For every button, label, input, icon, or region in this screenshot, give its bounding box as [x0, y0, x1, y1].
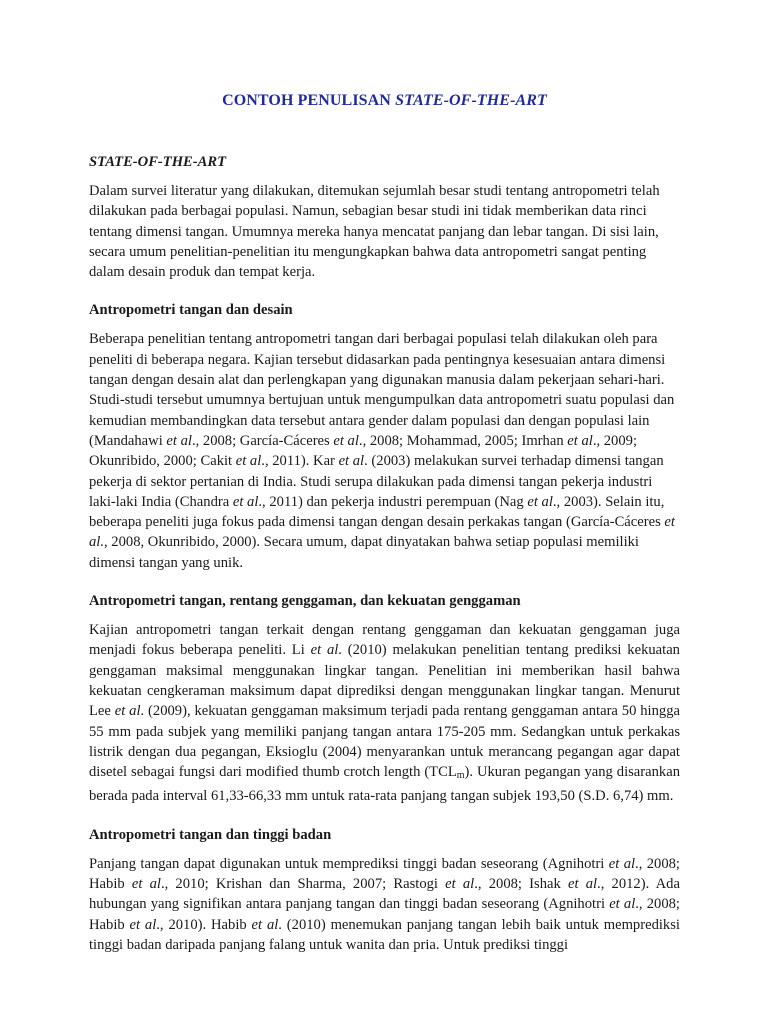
- section-heading: Antropometri tangan dan tinggi badan: [89, 826, 332, 843]
- document-title: [89, 92, 680, 110]
- section-paragraph: Panjang tangan dapat digunakan untuk memprediksi tinggi badan seseorang (Agnihotri et al., 2008; Habib et al., 2010; Krishan dan Sharma, 2007; Rastogi et al., 2008; Ishak et al., 2012). Ada hubungan yang signifikan antara panjang tangan dan tinggi badan seseorang (Agnihotri et al., 2008; Habib et al., 2010). Habib et al. (2010) menemukan panjang tangan lebih baik untuk memprediksi tinggi badan daripada panjang falang untuk wanita dan pria. Untuk prediksi tinggi: [89, 855, 680, 953]
- section-grip-span-strength: [89, 592, 680, 807]
- section-hand-height: [89, 826, 680, 955]
- section-state-of-the-art: [89, 153, 680, 282]
- section-paragraph: Kajian antropometri tangan terkait dengan rentang genggaman dan kekuatan genggaman juga menjadi fokus beberapa peneliti. Li et al. (2010) melakukan penelitian tentang prediksi kekuatan genggaman maksimal menggunakan lingkar tangan. Penelitian ini memberikan hasil bahwa kekuatan cengkeraman maksimum dapat diprediksi dengan menggunakan lingkar tangan. Menurut Lee et al. (2009), kekuatan genggaman maksimum terjadi pada rentang genggaman antara 50 hingga 55 mm pada subjek yang memiliki panjang tangan antara 175-205 mm. Sedangkan untuk perkakas listrik dengan dua pegangan, Eksioglu (2004) menyarankan untuk merancang pegangan agar dapat disetel sebagai fungsi dari modified thumb crotch length $(TCL_m)$. Ukuran pegangan yang disarankan berada pada interval 61,33-66,33 mm untuk rata-rata panjang tangan subjek 193,50 (S.D. 6,74) mm.: [89, 622, 680, 805]
- section-heading: Antropometri tangan dan desain: [89, 302, 293, 319]
- section-paragraph: Dalam survei literatur yang dilakukan, ditemukan sejumlah besar studi tentang antropometri telah dilakukan pada berbagai populasi. Namun, sebagian besar studi ini tidak memberikan data rinci tentang dimensi tangan. Umumnya mereka hanya mencatat panjang dan lebar tangan. Di sisi lain, secara umum penelitian-penelitian itu mengungkapkan bahwa data antropometri sangat penting dalam desain produk dan tempat kerja.: [89, 183, 660, 281]
- section-hand-anthropometry-design: [89, 301, 680, 573]
- title-prefix: CONTOH PENULISAN: [222, 92, 396, 109]
- section-heading: STATE-OF-THE-ART: [89, 154, 227, 170]
- section-paragraph: Beberapa penelitian tentang antropometri tangan dari berbagai populasi telah dilakukan oleh para peneliti di beberapa negara. Kajian tersebut didasarkan pada pentingnya kesesuaian antara dimensi tangan dengan desain alat dan perlengkapan yang digunakan manusia dalam pekerjaan sehari-hari. Studi-studi tersebut umumnya bertujuan untuk mengumpulkan data antropometri suatu populasi dan kemudian membandingkan data tersebut antara gender dalam populasi dan dengan populasi lain (Mandahawi et al., 2008; García-Cáceres et al., 2008; Mohammad, 2005; Imrhan et al., 2009; Okunribido, 2000; Cakit et al., 2011). Kar et al. (2003) melakukan survei terhadap dimensi tangan pekerja di sektor pertanian di India. Studi serupa dilakukan pada dimensi tangan pekerja industri laki-laki India (Chandra et al., 2011) dan pekerja industri perempuan (Nag et al., 2003). Selain itu, beberapa peneliti juga fokus pada dimensi tangan dengan desain perkakas tangan (García-Cáceres et al., 2008, Okunribido, 2000). Secara umum, dapat dinyatakan bahwa setiap populasi memiliki dimensi tangan yang unik.: [89, 331, 675, 571]
- section-heading: Antropometri tangan, rentang genggaman, dan kekuatan genggaman: [89, 593, 521, 610]
- title-italic: STATE-OF-THE-ART: [395, 92, 547, 109]
